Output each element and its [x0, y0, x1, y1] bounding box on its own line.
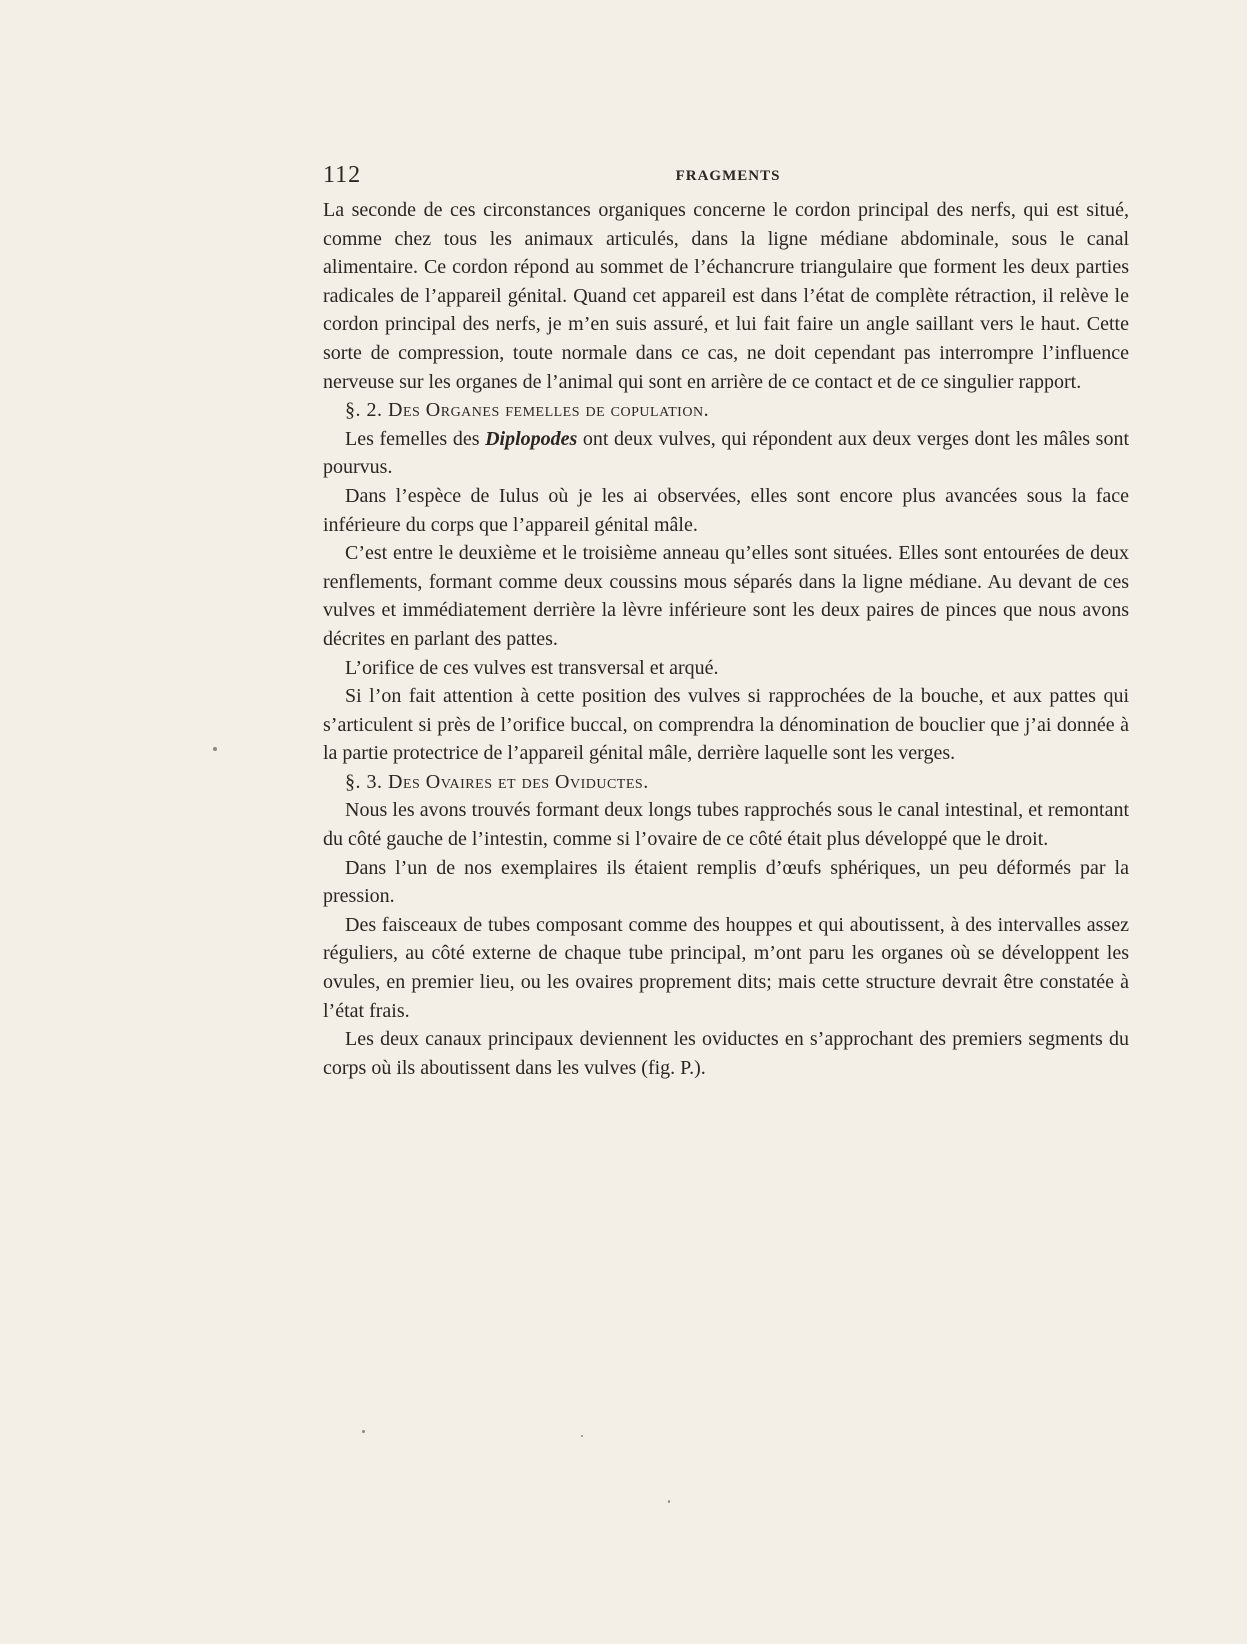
paragraph-orifice: L’orifice de ces vulves est transversal et arqué. [345, 656, 719, 679]
paper-speck [362, 1430, 365, 1433]
page-number: 112 [323, 162, 362, 188]
paragraph-iulus: Dans l’espèce de Iulus où je les ai observées, elles sont encore plus avancées sous la face inférieure du corps que l’appareil génital mâle. [323, 484, 1129, 536]
section-heading-female-organs: §. 2. Des Organes femelles de copulation. [345, 399, 710, 422]
paragraph-diplopodes-start: Les femelles des [345, 427, 486, 450]
paragraph-diplopodes [323, 425, 1129, 482]
term-diplopodes: Diplopodes [485, 427, 578, 450]
paragraph-oviductes: Les deux canaux principaux deviennent les oviductes en s’approchant des premiers segments du corps où ils aboutissent dans les vulves (fig. P.). [323, 1028, 1129, 1079]
paper-speck [213, 747, 217, 751]
paragraph-eggs: Dans l’un de nos exemplaires ils étaient remplis d’œufs sphériques, un peu déformés par la pression. [323, 856, 1129, 908]
paper-speck [668, 1500, 670, 1503]
paragraph-nerve-cord: La seconde de ces circonstances organiques concerne le cordon principal des nerfs, qui est situé, comme chez tous les animaux articulés, dans la ligne médiane abdominale, sous le canal alimentaire. Ce cordon répond au sommet de l’échancrure triangulaire que forment les deux parties radicales de l’appareil génital. Quand cet appareil est dans l’état de complète rétraction, il relève le cordon principal des nerfs, je m’en suis assuré, et lui fait faire un angle saillant vers le haut. Cette sorte de compression, toute normale dans ce cas, ne doit cependant pas interrompre l’influence nerveuse sur les organes de l’animal qui sont en arrière de ce contact et de ce singulier rapport. [323, 199, 1129, 393]
paragraph-faisceaux: Des faisceaux de tubes composant comme des houppes et qui aboutissent, à des intervalles assez réguliers, au côté externe de chaque tube principal, m’ont paru les organes où se développent les ovules, en premier lieu, ou les ovaires proprement dits; mais cette structure devrait être constatée à l’état frais. [323, 913, 1129, 1022]
section-heading-ovaries: §. 3. Des Ovaires et des Oviductes. [345, 770, 649, 793]
page-header [323, 162, 1133, 192]
body-text [323, 196, 1129, 1082]
paragraph-long-tubes: Nous les avons trouvés formant deux longs tubes rapprochés sous le canal intestinal, et remontant du côté gauche de l’intestin, comme si l’ovaire de ce côté était plus développé que le droit. [323, 799, 1129, 851]
paper-speck [581, 1435, 583, 1437]
running-title: FRAGMENTS [675, 168, 781, 184]
paragraph-diplopodes-end: ont deux vulves, qui répondent aux deux verges dont les mâles sont pourvus. [323, 427, 1130, 479]
paragraph-vulve-position: C’est entre le deuxième et le troisième anneau qu’elles sont situées. Elles sont entourées de deux renflements, formant comme deux coussins mous séparés dans la ligne médiane. Au devant de ces vulves et immédiatement derrière la lèvre inférieure sont les deux paires de pinces que nous avons décrites en parlant des pattes. [323, 542, 1129, 650]
paragraph-bouclier: Si l’on fait attention à cette position des vulves si rapprochées de la bouche, et aux pattes qui s’articulent si près de l’orifice buccal, on comprendra la dénomination de bouclier que j’ai donnée à la partie protectrice de l’appareil génital mâle, derrière laquelle sont les verges. [323, 685, 1129, 765]
